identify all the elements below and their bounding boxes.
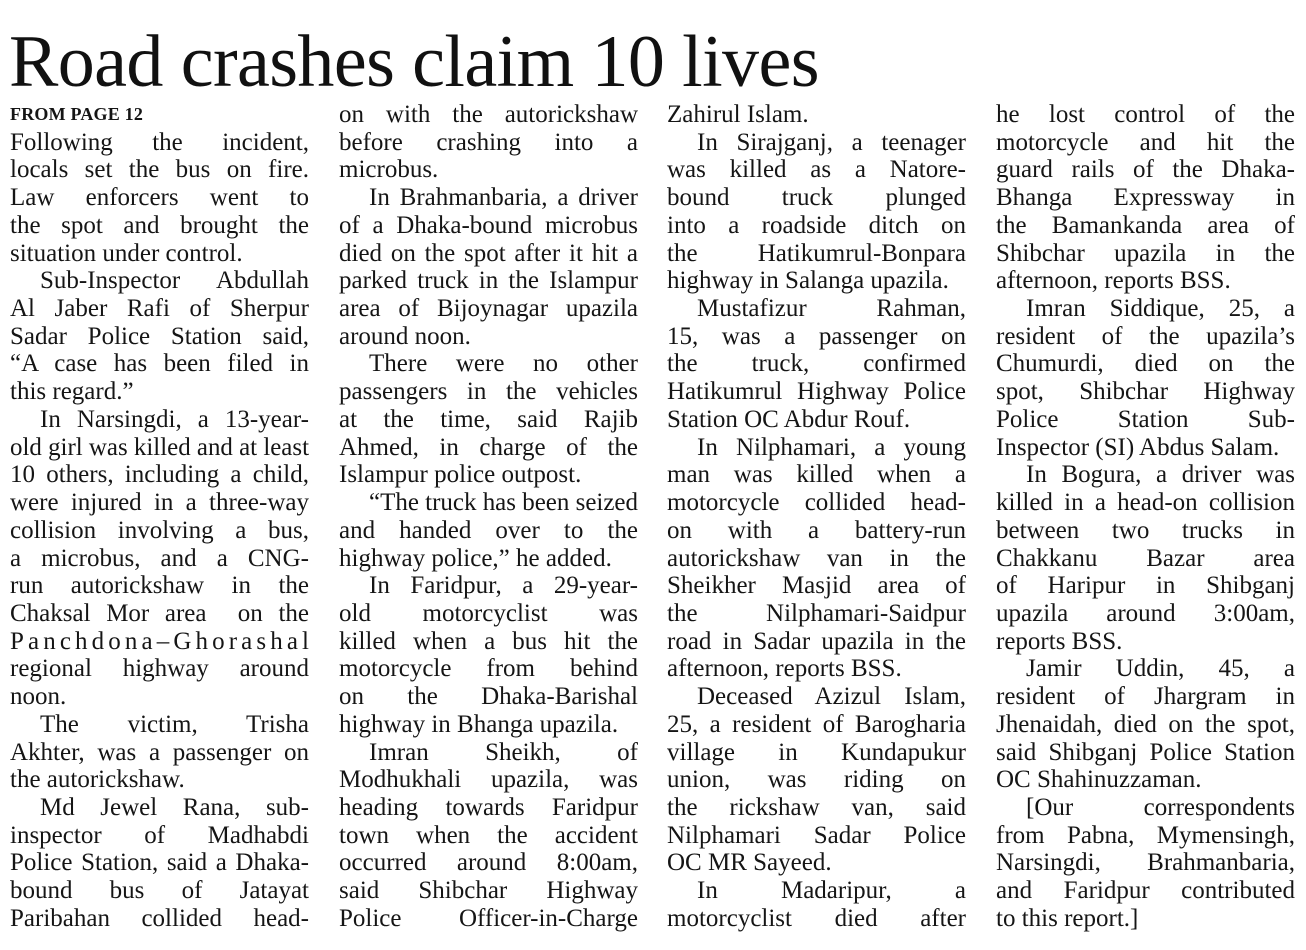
text-line	[667, 628, 966, 656]
article-column-1	[10, 101, 314, 933]
text-line	[667, 822, 966, 850]
line-text: man was killed when a	[667, 461, 966, 489]
line-text: Al Jaber Rafi of Sherpur	[10, 295, 309, 323]
line-text: Nilphamari Sadar Police	[667, 821, 966, 849]
text-line	[996, 794, 1295, 822]
line-text: afternoon, reports BSS.	[996, 267, 1231, 295]
line-text: and Faridpur contributed	[996, 877, 1295, 905]
text-line	[339, 295, 638, 323]
text-line	[667, 794, 966, 822]
line-text: Imran Sheikh, of	[369, 738, 638, 766]
line-text: upazila around 3:00am,	[996, 599, 1295, 627]
text-line	[339, 212, 638, 240]
text-line	[10, 766, 309, 794]
line-text: the Hatikumrul-Bonpara	[667, 239, 966, 267]
text-line	[10, 627, 314, 656]
text-line	[996, 655, 1295, 683]
text-line	[339, 350, 638, 378]
text-line	[339, 766, 638, 794]
text-line	[996, 267, 1295, 295]
text-line	[996, 849, 1295, 877]
paragraph	[996, 101, 1295, 295]
text-line	[667, 766, 966, 794]
line-text: motorcycle and hit the	[996, 128, 1295, 156]
line-text: There were no other	[369, 350, 638, 378]
line-text: killed when a bus hit the	[339, 627, 638, 655]
line-text: locals set the bus on fire.	[10, 156, 309, 184]
line-text: resident of the upazila’s	[996, 322, 1295, 350]
text-line	[996, 212, 1295, 240]
line-text: area of Bijoynagar upazila	[339, 295, 638, 323]
line-text: regional highway around	[10, 655, 309, 683]
text-line	[667, 461, 966, 489]
paragraph	[996, 295, 1295, 461]
line-text: 10 others, including a child,	[10, 461, 309, 489]
text-line	[10, 129, 309, 157]
text-line	[10, 822, 309, 850]
paragraph	[339, 101, 638, 184]
text-line	[667, 156, 966, 184]
text-line	[996, 822, 1295, 850]
text-line	[667, 517, 966, 545]
line-text: on with the autorickshaw	[339, 101, 638, 128]
line-text: Sheikher Masjid area of	[667, 572, 966, 600]
line-text: old girl was killed and at least	[10, 433, 309, 461]
text-line	[10, 406, 309, 434]
line-text: Akhter, was a passenger on	[10, 738, 309, 766]
text-line	[667, 184, 966, 212]
line-text: Bhanga Expressway in	[996, 184, 1295, 212]
line-text: said Shibchar Highway	[339, 877, 638, 905]
text-line	[996, 184, 1295, 212]
line-text: before crashing into a	[339, 128, 638, 156]
line-text: of Haripur in Shibganj	[996, 572, 1295, 600]
line-text: motorcyclist died after	[667, 904, 966, 932]
line-text: Sub-Inspector Abdullah	[40, 267, 309, 295]
text-line	[339, 101, 638, 129]
line-text: the Bamankanda area of	[996, 211, 1295, 239]
text-line	[10, 489, 309, 517]
text-line	[996, 489, 1295, 517]
paragraph	[996, 794, 1295, 933]
paragraph	[667, 434, 966, 683]
line-text: highway police,” he added.	[339, 544, 612, 572]
line-text: collision involving a bus,	[10, 516, 309, 544]
line-text: afternoon, reports BSS.	[667, 655, 902, 683]
text-line	[996, 877, 1295, 905]
text-line	[996, 739, 1295, 767]
line-text: Following the incident,	[10, 128, 309, 156]
line-text: resident of Jhargram in	[996, 683, 1295, 711]
line-text: In Madaripur, a	[697, 877, 966, 905]
line-text: parked truck in the Islampur	[339, 267, 638, 295]
line-text: “The truck has been seized	[369, 489, 638, 517]
text-line	[667, 711, 966, 739]
text-line	[10, 295, 309, 323]
text-line	[10, 434, 309, 462]
line-text: 15, was a passenger on	[667, 322, 966, 350]
line-text: was killed as a Natore-	[667, 156, 966, 184]
text-line	[339, 517, 638, 545]
headline: Road crashes claim 10 lives	[9, 21, 819, 103]
text-line	[667, 212, 966, 240]
line-text: In Bogura, a driver was	[1026, 461, 1295, 489]
line-text: the rickshaw van, said	[667, 793, 966, 821]
paragraph	[339, 184, 638, 350]
text-line	[10, 156, 309, 184]
text-line	[996, 905, 1295, 933]
text-line	[667, 739, 966, 767]
text-line	[339, 406, 638, 434]
text-line	[339, 600, 638, 628]
paragraph	[10, 267, 309, 406]
text-line	[10, 350, 309, 378]
text-line	[667, 545, 966, 573]
line-text: bound truck plunged	[667, 184, 966, 212]
text-line	[996, 156, 1295, 184]
line-text: In Sirajganj, a teenager	[697, 128, 966, 156]
line-text: highway in Salanga upazila.	[667, 267, 949, 295]
text-line	[667, 489, 966, 517]
text-line	[10, 378, 309, 406]
text-line	[667, 378, 966, 406]
text-line	[996, 600, 1295, 628]
text-line	[10, 517, 309, 545]
text-line	[10, 849, 309, 877]
text-line	[667, 129, 966, 157]
text-line	[667, 877, 966, 905]
line-text: Station OC Abdur Rouf.	[667, 405, 911, 433]
text-line	[996, 129, 1295, 157]
text-line	[339, 434, 638, 462]
text-line	[339, 323, 638, 351]
line-text: Inspector (SI) Abdus Salam.	[996, 433, 1280, 461]
line-text: and handed over to the	[339, 516, 638, 544]
line-text: run autorickshaw in the	[10, 572, 309, 600]
line-text: Narsingdi, Brahmanbaria,	[996, 849, 1295, 877]
paragraph	[339, 572, 638, 738]
paragraph	[10, 129, 309, 268]
text-line	[667, 267, 966, 295]
text-line	[10, 600, 309, 628]
text-line	[667, 572, 966, 600]
text-line	[996, 350, 1295, 378]
line-text: killed in a head-on collision	[996, 489, 1295, 517]
line-text: guard rails of the Dhaka-	[996, 156, 1295, 184]
line-text: Chakkanu Bazar area	[996, 544, 1295, 572]
text-line	[996, 406, 1295, 434]
line-text: town when the accident	[339, 821, 638, 849]
line-text: from Pabna, Mymensingh,	[996, 821, 1295, 849]
line-text: bound bus of Jatayat	[10, 877, 309, 905]
line-text: Panchdona–Ghorashal	[10, 627, 314, 655]
text-line	[667, 240, 966, 268]
text-line	[339, 461, 638, 489]
text-line	[10, 739, 309, 767]
text-line	[339, 156, 638, 184]
text-line	[667, 600, 966, 628]
line-text: In Nilphamari, a young	[697, 433, 966, 461]
line-text: into a roadside ditch on	[667, 211, 966, 239]
line-text: In Narsingdi, a 13-year-	[40, 405, 309, 433]
text-line	[339, 628, 638, 656]
line-text: the Nilphamari-Saidpur	[667, 599, 966, 627]
paragraph	[667, 295, 966, 434]
text-line	[10, 572, 309, 600]
text-line	[339, 877, 638, 905]
line-text: were injured in a three-way	[10, 489, 309, 517]
text-line	[339, 240, 638, 268]
text-line	[667, 655, 966, 683]
line-text: the truck, confirmed	[667, 350, 966, 378]
line-text: heading towards Faridpur	[339, 793, 638, 821]
text-line	[996, 683, 1295, 711]
text-line	[996, 572, 1295, 600]
line-text: died on the spot after it hit a	[339, 239, 638, 267]
line-text: Law enforcers went to	[10, 184, 309, 212]
line-text: microbus.	[339, 156, 439, 184]
line-text: Islampur police outpost.	[339, 461, 582, 489]
paragraph	[339, 739, 638, 933]
line-text: motorcycle from behind	[339, 655, 638, 683]
article-column-3	[667, 101, 966, 933]
text-line	[339, 905, 638, 933]
line-text: Paribahan collided head-	[10, 904, 309, 932]
line-text: In Faridpur, a 29-year-	[369, 572, 638, 600]
line-text: of a Dhaka-bound microbus	[339, 211, 638, 239]
text-line	[10, 683, 309, 711]
line-text: occurred around 8:00am,	[339, 849, 638, 877]
text-line	[10, 877, 309, 905]
paragraph	[996, 461, 1295, 655]
line-text: Md Jewel Rana, sub-	[40, 793, 309, 821]
text-line	[996, 434, 1295, 462]
article-column-2	[339, 101, 638, 933]
text-line	[10, 323, 309, 351]
line-text: reports BSS.	[996, 627, 1123, 655]
jump-label: FROM PAGE 12	[10, 104, 144, 124]
line-text: Police Station Sub-	[996, 405, 1295, 433]
text-line	[339, 711, 638, 739]
line-text: autorickshaw van in the	[667, 544, 966, 572]
text-line	[667, 905, 966, 933]
line-text: inspector of Madhabdi	[10, 821, 309, 849]
line-text: Imran Siddique, 25, a	[1026, 295, 1295, 323]
line-text: spot, Shibchar Highway	[996, 378, 1295, 406]
text-line	[339, 545, 638, 573]
line-text: Zahirul Islam.	[667, 101, 809, 128]
line-text: highway in Bhanga upazila.	[339, 710, 619, 738]
text-line	[10, 267, 309, 295]
text-line	[667, 295, 966, 323]
line-text: on the Dhaka-Barishal	[339, 683, 638, 711]
text-line	[996, 461, 1295, 489]
line-text: motorcycle collided head-	[667, 489, 966, 517]
text-line	[667, 323, 966, 351]
line-text: old motorcyclist was	[339, 599, 638, 627]
text-line	[996, 766, 1295, 794]
text-line	[667, 101, 966, 129]
text-line	[996, 545, 1295, 573]
text-line	[339, 184, 638, 212]
text-line	[10, 711, 309, 739]
line-text: on with a battery-run	[667, 516, 966, 544]
line-text: Ahmed, in charge of the	[339, 433, 638, 461]
text-line	[339, 849, 638, 877]
line-text: Mustafizur Rahman,	[697, 295, 966, 323]
text-line	[996, 101, 1295, 129]
line-text: OC MR Sayeed.	[667, 849, 832, 877]
text-line	[996, 295, 1295, 323]
line-text: to this report.]	[996, 904, 1139, 932]
text-line	[10, 461, 309, 489]
text-line	[10, 905, 309, 933]
text-line	[339, 489, 638, 517]
line-text: Police Officer-in-Charge	[339, 904, 638, 932]
text-line	[667, 683, 966, 711]
paragraph	[996, 655, 1295, 794]
text-line	[10, 655, 309, 683]
line-text: In Brahmanbaria, a driver	[369, 184, 638, 212]
line-text: Chaksal Mor area on the	[10, 599, 309, 627]
line-text: between two trucks in	[996, 516, 1295, 544]
line-text: “A case has been filed in	[10, 350, 309, 378]
text-line	[10, 545, 309, 573]
paragraph	[10, 405, 314, 711]
text-line	[996, 711, 1295, 739]
line-text: OC Shahinuzzaman.	[996, 766, 1202, 794]
paragraph	[339, 489, 638, 572]
text-line	[667, 849, 966, 877]
text-line	[339, 739, 638, 767]
text-line	[339, 822, 638, 850]
line-text: 25, a resident of Barogharia	[667, 710, 966, 738]
line-text: at the time, said Rajib	[339, 405, 638, 433]
text-line	[339, 572, 638, 600]
paragraph	[667, 129, 966, 295]
text-line	[339, 378, 638, 406]
line-text: Hatikumrul Highway Police	[667, 378, 966, 406]
paragraph	[10, 711, 309, 794]
text-line	[339, 267, 638, 295]
line-text: Chumurdi, died on the	[996, 350, 1295, 378]
paragraph	[339, 350, 638, 489]
text-line	[667, 350, 966, 378]
text-line	[339, 129, 638, 157]
line-text: village in Kundapukur	[667, 738, 966, 766]
text-line	[339, 794, 638, 822]
text-line	[10, 184, 309, 212]
text-line	[996, 378, 1295, 406]
line-text: the autorickshaw.	[10, 766, 185, 794]
line-text: Police Station, said a Dhaka-	[10, 849, 309, 877]
text-line	[667, 434, 966, 462]
text-line	[996, 323, 1295, 351]
text-line	[996, 517, 1295, 545]
text-line	[10, 240, 309, 268]
article-column-4	[996, 101, 1295, 933]
line-text: Sadar Police Station said,	[10, 322, 309, 350]
line-text: situation under control.	[10, 239, 243, 267]
line-text: Deceased Azizul Islam,	[697, 683, 966, 711]
line-text: the spot and brought the	[10, 211, 309, 239]
text-line	[996, 240, 1295, 268]
paragraph	[10, 794, 309, 933]
text-line	[996, 628, 1295, 656]
paragraph	[667, 877, 966, 932]
text-line	[339, 683, 638, 711]
text-line	[10, 212, 309, 240]
text-line	[667, 406, 966, 434]
text-line	[339, 655, 638, 683]
line-text: around noon.	[339, 322, 471, 350]
line-text: [Our correspondents	[1026, 793, 1295, 821]
line-text: road in Sadar upazila in the	[667, 627, 966, 655]
line-text: union, was riding on	[667, 766, 966, 794]
line-text: this regard.”	[10, 378, 134, 406]
line-text: The victim, Trisha	[40, 710, 309, 738]
line-text: said Shibganj Police Station	[996, 738, 1295, 766]
line-text: passengers in the vehicles	[339, 378, 638, 406]
line-text: Jhenaidah, died on the spot,	[996, 710, 1295, 738]
paragraph	[667, 683, 966, 877]
line-text: a microbus, and a CNG-	[10, 544, 309, 572]
line-text: Shibchar upazila in the	[996, 239, 1295, 267]
line-text: Jamir Uddin, 45, a	[1026, 655, 1295, 683]
text-line	[10, 794, 309, 822]
paragraph	[667, 101, 966, 129]
line-text: he lost control of the	[996, 101, 1295, 128]
line-text: Modhukhali upazila, was	[339, 766, 638, 794]
line-text: noon.	[10, 683, 67, 711]
